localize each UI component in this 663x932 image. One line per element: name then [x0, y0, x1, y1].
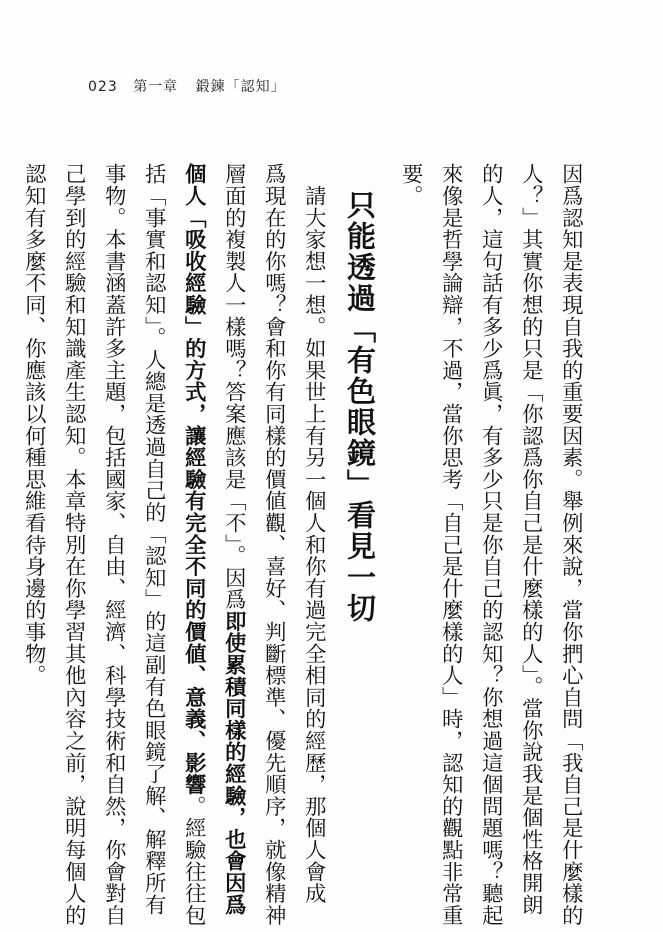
chapter-title: 鍛鍊「認知」: [195, 79, 286, 95]
emphasis-text: 即使累積同樣的經驗，也會因爲: [221, 610, 247, 916]
text-run: 。經驗往往包: [181, 795, 207, 927]
paragraph-column: 爲現在的你嗎？會和你有同樣的價値觀、喜好、判斷標準、優先順序，就像精神: [261, 163, 287, 926]
paragraph-column: 括「事實和認知」。人總是透過自己的「認知」的這副有色眼鏡了解、解釋所有: [141, 163, 167, 916]
page-number: 023: [88, 79, 118, 95]
paragraph-column: 人？」其實你想的只是「你認爲你自己是什麼樣的人」。當你說我是個性格開朗: [518, 163, 544, 916]
section-heading: 只能透過「有色眼鏡」看見一切: [343, 190, 377, 624]
emphasis-text: 個人「吸收經驗」的方式，讓經驗有完全不同的價値、意義、影響: [181, 163, 207, 796]
paragraph-column: 認知有多麼不同、你應該以何種思維看待身邊的事物。: [21, 163, 47, 687]
paragraph-column: 請大家想一想。如果世上有另一個人和你有過完全相同的經歷，那個人會成: [301, 163, 327, 905]
paragraph-column: 要。: [398, 163, 424, 207]
paragraph-column: [221, 163, 247, 916]
chapter-label: 第一章: [133, 79, 179, 95]
paragraph-column: 事物。本書涵蓋許多主題，包括國家、自由、經濟、科學技術和自然，你會對自: [101, 163, 127, 926]
paragraph-column: [181, 163, 207, 927]
paragraph-column: 的人，這句話有多少爲眞，有多少只是你自己的認知？你想過這個問題嗎？聽起: [478, 163, 504, 926]
text-run: 層面的複製人一樣嗎？答案應該是「不」。因爲: [221, 163, 247, 611]
paragraph-column: 己學到的經驗和知識產生認知。本章特別在你學習其他內容之前，說明每個人的: [61, 163, 87, 926]
running-header: [88, 76, 286, 96]
paragraph-column: 因爲認知是表現自我的重要因素。舉例來說，當你捫心自問「我自己是什麼樣的: [558, 163, 584, 926]
paragraph-column: 來像是哲學論辯，不過，當你思考「自己是什麼樣的人」時，認知的觀點非常重: [438, 163, 464, 926]
